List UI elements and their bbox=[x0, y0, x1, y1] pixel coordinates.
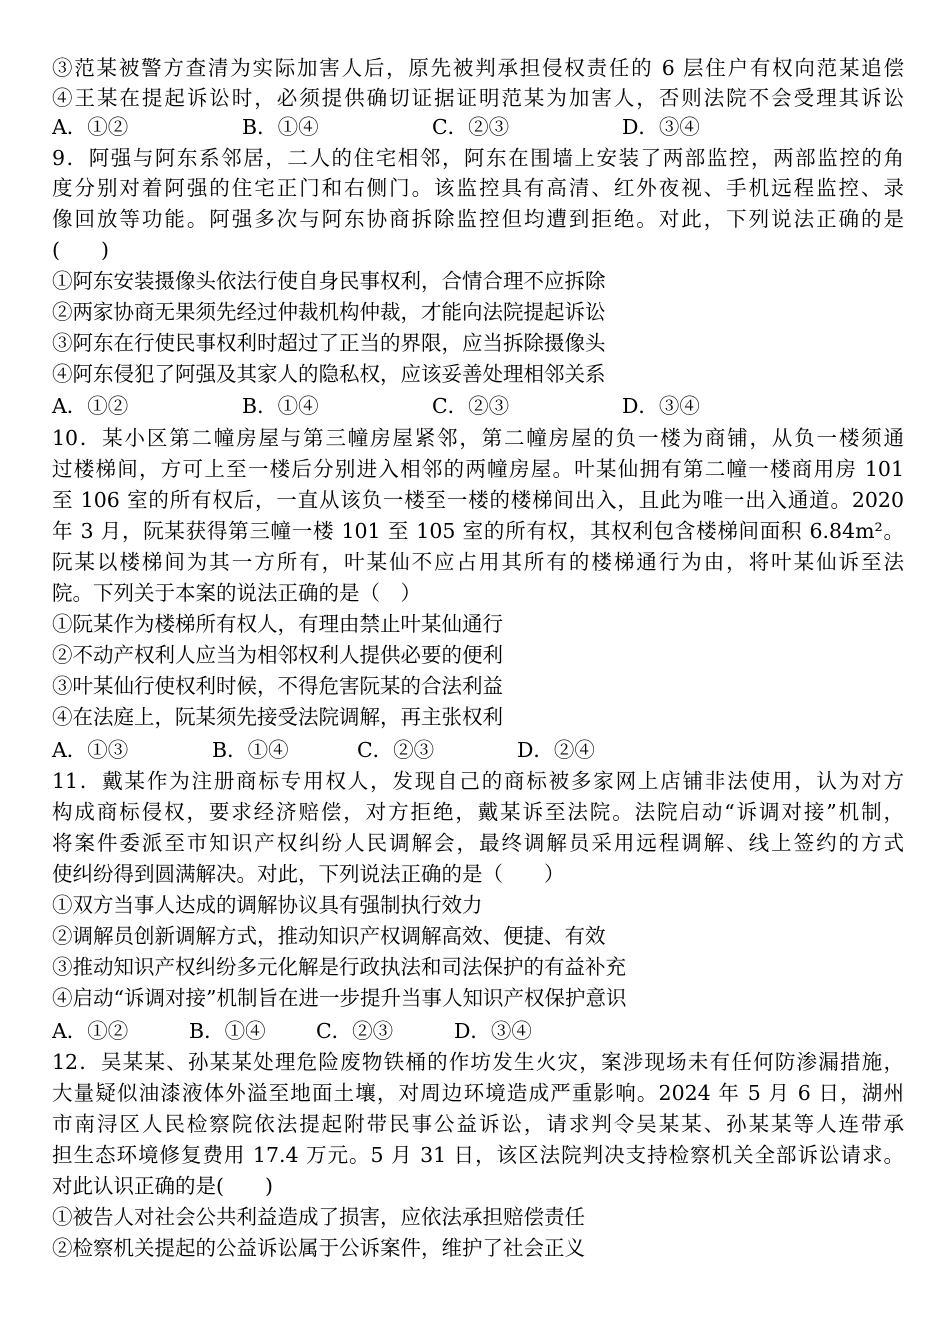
q10-stem-line: 至 106 室的所有权后，一直从该负一楼至一楼的楼梯间出入，且此为唯一出入通道。2020 bbox=[52, 488, 904, 512]
q11-stem-line: 将案件委派至市知识产权纠纷人民调解会，最终调解员采用远程调解、线上签约的方式 bbox=[52, 831, 904, 855]
q10-stem-line: 院。下列关于本案的说法正确的是（ ） bbox=[52, 581, 421, 605]
q10-statement-3: ③叶某仙行使权利时候，不得危害阮某的合法利益 bbox=[52, 674, 503, 698]
q9-option-d: D．③④ bbox=[622, 394, 700, 418]
q10-stem-line: 过楼梯间，方可上至一楼后分别进入相邻的两幢房屋。叶某仙拥有第二幢一楼商用房 101 bbox=[52, 457, 904, 481]
q8-statement-4: ④王某在提起诉讼时，必须提供确切证据证明范某为加害人，否则法院不会受理其诉讼 bbox=[52, 86, 904, 110]
q12-stem-line: 12．吴某某、孙某某处理危险废物铁桶的作坊发生火灾，案涉现场未有任何防渗漏措施， bbox=[52, 1050, 904, 1074]
q11-option-c: C．②③ bbox=[316, 1019, 394, 1043]
q9-option-b: B．①④ bbox=[242, 394, 319, 418]
q9-statement-3: ③阿东在行使民事权利时超过了正当的界限，应当拆除摄像头 bbox=[52, 331, 606, 355]
q9-options bbox=[52, 391, 904, 422]
q11-statement-4: ④启动“诉调对接”机制旨在进一步提升当事人知识产权保护意识 bbox=[52, 986, 627, 1010]
q12-statement-2: ②检察机关提起的公益诉讼属于公诉案件，维护了社会正义 bbox=[52, 1236, 585, 1260]
q10-statement-1: ①阮某作为楼梯所有权人，有理由禁止叶某仙通行 bbox=[52, 612, 503, 636]
q9-statement-2: ②两家协商无果须先经过仲裁机构仲裁，才能向法院提起诉讼 bbox=[52, 300, 606, 324]
q8-option-a: A．①② bbox=[52, 115, 129, 139]
q11-option-d: D．③④ bbox=[454, 1019, 532, 1043]
q10-option-b: B．①④ bbox=[212, 738, 289, 762]
q9-option-c: C．②③ bbox=[432, 394, 510, 418]
q12-stem-line: 担生态环境修复费用 17.4 万元。5 月 31 日，该区法院判决支持检察机关全部诉讼请求。 bbox=[52, 1143, 904, 1167]
q8-statement-3: ③范某被警方查清为实际加害人后，原先被判承担侵权责任的 6 层住户有权向范某追偿 bbox=[52, 56, 904, 80]
q11-option-b: B．①④ bbox=[189, 1019, 266, 1043]
q9-option-a: A．①② bbox=[52, 394, 129, 418]
q12-statement-1: ①被告人对社会公共利益造成了损害，应依法承担赔偿责任 bbox=[52, 1205, 585, 1229]
q10-stem-line: 10．某小区第二幢房屋与第三幢房屋紧邻，第二幢房屋的负一楼为商铺，从负一楼须通 bbox=[52, 426, 904, 450]
q11-statement-2: ②调解员创新调解方式，推动知识产权调解高效、便捷、有效 bbox=[52, 924, 606, 948]
q12-stem-line: 大量疑似油漆液体外溢至地面土壤，对周边环境造成严重影响。2024 年 5 月 6 日，湖州 bbox=[52, 1081, 904, 1105]
q8-options bbox=[52, 112, 904, 143]
q10-options bbox=[52, 735, 904, 766]
q11-statement-1: ①双方当事人达成的调解协议具有强制执行效力 bbox=[52, 893, 483, 917]
q11-stem-line: 11．戴某作为注册商标专用权人，发现自己的商标被多家网上店铺非法使用，认为对方 bbox=[52, 769, 904, 793]
q11-option-a: A．①② bbox=[52, 1019, 129, 1043]
q9-stem-line: 像回放等功能。阿强多次与阿东协商拆除监控但均遭到拒绝。对此，下列说法正确的是 bbox=[52, 207, 904, 231]
q11-stem-line: 使纠纷得到圆满解决。对此，下列说法正确的是（ ） bbox=[52, 862, 565, 886]
q11-statement-3: ③推动知识产权纠纷多元化解是行政执法和司法保护的有益补充 bbox=[52, 955, 626, 979]
q10-option-a: A．①③ bbox=[52, 738, 129, 762]
q8-option-b: B．①④ bbox=[242, 115, 319, 139]
q10-option-c: C．②③ bbox=[357, 738, 435, 762]
q12-stem-line: 对此认识正确的是( ) bbox=[52, 1174, 273, 1198]
q12-stem-line: 市南浔区人民检察院依法提起附带民事公益诉讼，请求判令吴某某、孙某某等人连带承 bbox=[52, 1112, 904, 1136]
q11-options bbox=[52, 1016, 904, 1047]
q9-statement-4: ④阿东侵犯了阿强及其家人的隐私权，应该妥善处理相邻关系 bbox=[52, 362, 606, 386]
q9-statement-1: ①阿东安装摄像头依法行使自身民事权利，合情合理不应拆除 bbox=[52, 269, 606, 293]
q10-option-d: D．②④ bbox=[517, 738, 595, 762]
q10-statement-4: ④在法庭上，阮某须先接受法院调解，再主张权利 bbox=[52, 705, 503, 729]
q9-stem-line: 度分别对着阿强的住宅正门和右侧门。该监控具有高清、红外夜视、手机远程监控、录 bbox=[52, 176, 904, 200]
q8-option-d: D．③④ bbox=[622, 115, 700, 139]
q8-option-c: C．②③ bbox=[432, 115, 510, 139]
q10-statement-2: ②不动产权利人应当为相邻权利人提供必要的便利 bbox=[52, 643, 503, 667]
q9-answer-blank: ( ) bbox=[52, 238, 109, 262]
q10-stem-line: 阮某以楼梯间为其一方所有，叶某仙不应占用其所有的楼梯通行为由，将叶某仙诉至法 bbox=[52, 550, 904, 574]
q11-stem-line: 构成商标侵权，要求经济赔偿，对方拒绝，戴某诉至法院。法院启动“诉调对接”机制， bbox=[52, 800, 904, 824]
q9-stem-line: 9．阿强与阿东系邻居，二人的住宅相邻，阿东在围墙上安装了两部监控，两部监控的角 bbox=[52, 146, 904, 170]
q10-stem-line: 年 3 月，阮某获得第三幢一楼 101 至 105 室的所有权，其权利包含楼梯间面积 6.84m²。 bbox=[52, 519, 904, 543]
